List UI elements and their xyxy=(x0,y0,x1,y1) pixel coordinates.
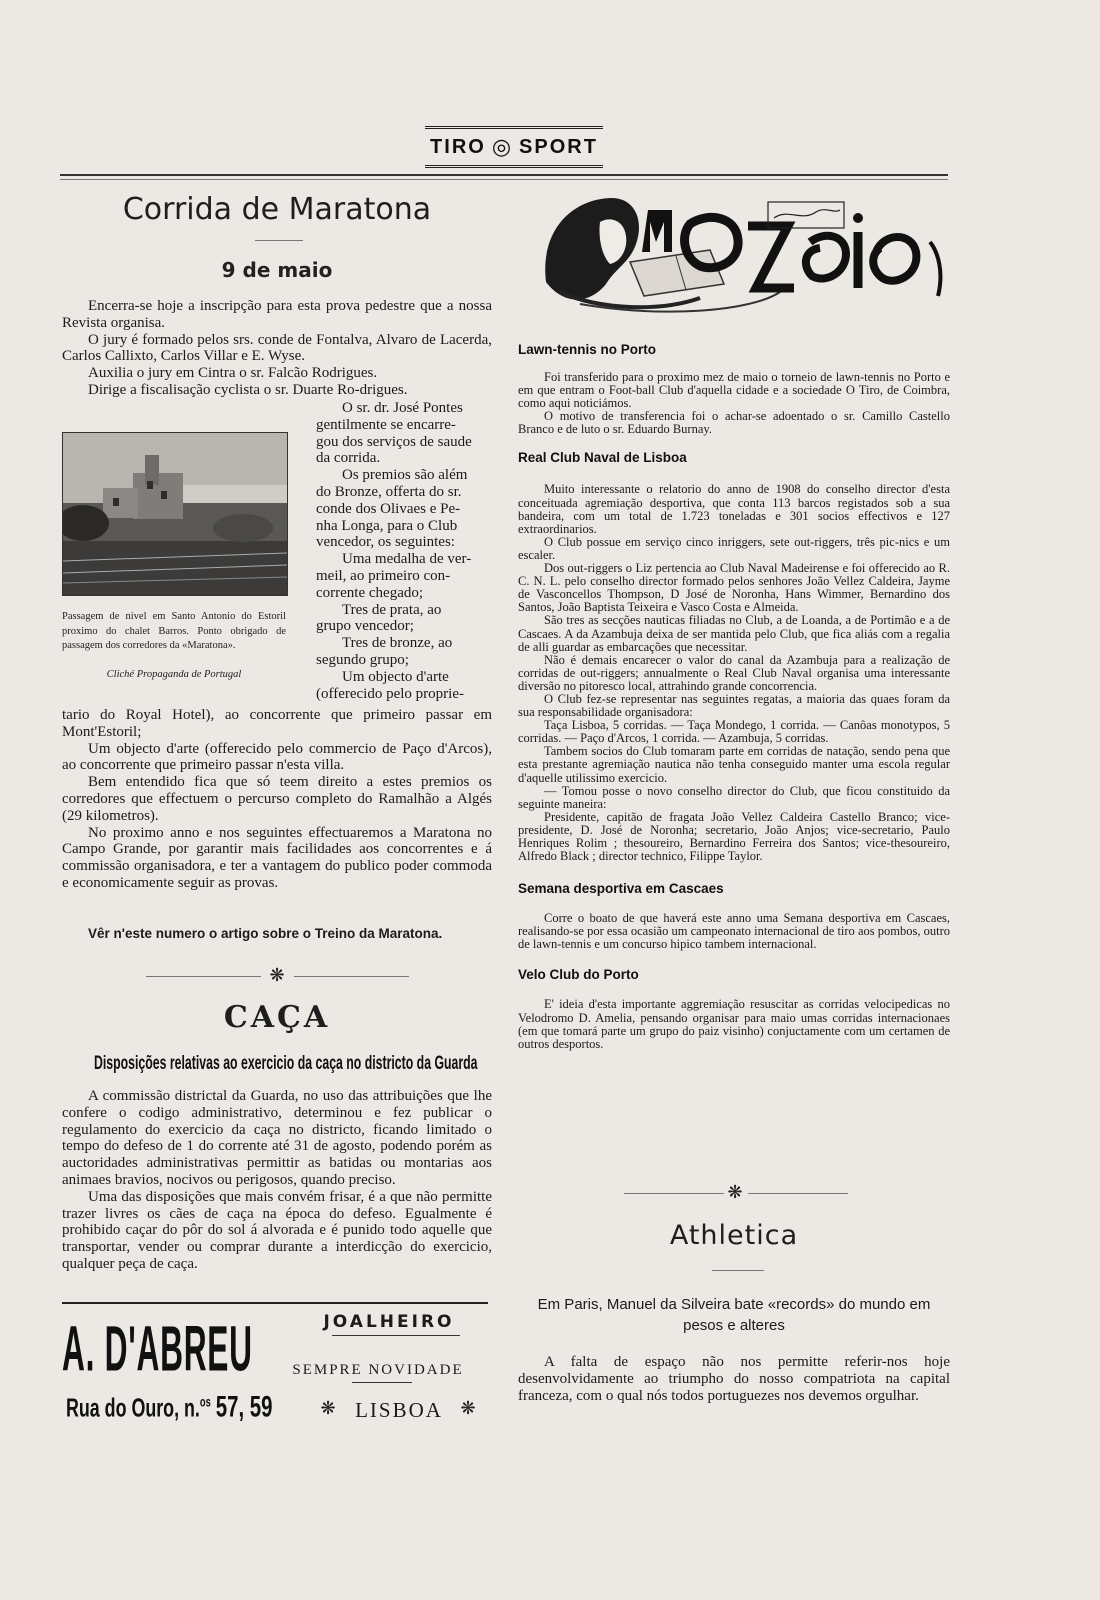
jeweller-advertisement xyxy=(62,1310,488,1430)
ad-address xyxy=(66,1390,306,1424)
wrap-line: Tres de bronze, ao xyxy=(342,635,453,652)
wrap-line: gentilmente se encarre- xyxy=(316,416,456,433)
divider-line xyxy=(146,976,261,977)
wrap-line: segundo grupo; xyxy=(316,651,409,668)
divider-line xyxy=(624,1193,724,1194)
caca-subtitle-box xyxy=(62,1052,492,1078)
paragraph: O Club possue em serviço cinco inriggers, sete out-riggers, três pic-nics e um escaler. xyxy=(518,534,950,562)
ad-address-numbers: 57, 59 xyxy=(215,1390,273,1424)
paragraph: tario do Royal Hotel), ao concorrente que primeiro passar em Mont'Estoril; xyxy=(62,707,492,740)
wrap-line: do Bronze, offerta do sr. xyxy=(316,483,462,500)
section-body xyxy=(518,483,950,863)
ad-address-sup: os xyxy=(199,1395,211,1410)
ad-name-box xyxy=(62,1314,262,1378)
mozaico-section xyxy=(518,342,950,1051)
photo-chalet-barros xyxy=(62,432,288,596)
paragraph: O jury é formado pelos srs. conde de Fontalva, Alvaro de Lacerda, Carlos Callixto, Carlos Villar e E. Wyse. xyxy=(62,331,492,365)
divider-line xyxy=(294,976,409,977)
top-rule xyxy=(60,174,948,176)
ad-top-rule xyxy=(62,1302,488,1304)
paragraph: A commissão districtal da Guarda, no uso das attribuições que lhe confere o codigo administrativo, determinou e fez publicar o regulamento do exercicio da caça no districto, ficando limitado o tempo do defeso de 1 do corrente até 31 de agosto, podendo porém as auctoridades administrativas permittir as batidas ou montarias aos animaes bravios, nocivos ou perigosos, quando preciso. xyxy=(62,1088,492,1188)
paragraph: Não é demais encarecer o valor do canal da Azambuja para a realização de corridas de out-riggers; annualmente o Real Club Naval organisa uma interessante diversão no pitoresco local, attrahindo grande concorrencia. xyxy=(518,652,950,693)
wrap-line: nha Longa, para o Club xyxy=(316,517,458,534)
wrap-line: Um objecto d'arte xyxy=(342,668,449,685)
section-body xyxy=(518,998,950,1050)
paragraph: Corre o boato de que haverá este anno uma Semana desportiva em Cascaes, realisando-se por essa ocasião um campeonato internacional de tiro aos pombos, outro de lawn-tennis e um concurso hipico tambem internacional. xyxy=(518,911,950,952)
paragraph: Encerra-se hoje a inscripção para esta prova pedestre que a nossa Revista organisa. xyxy=(62,298,492,331)
maratona-intro xyxy=(62,298,492,399)
section-title: Real Club Naval de Lisboa xyxy=(518,450,687,466)
asterisk-ornament-icon: ❋ xyxy=(269,965,285,985)
mozaico-header-art xyxy=(540,192,948,320)
top-rule-thin xyxy=(60,179,948,180)
photo-credit: Cliché Propaganda de Portugal xyxy=(106,669,242,680)
paragraph: O Club fez-se representar nas seguintes regatas, a maioria das quaes foram da sua responsabilidade organisadora: xyxy=(518,691,950,720)
mozaico-illustration xyxy=(540,192,948,320)
caca-body xyxy=(62,1088,492,1273)
ad-name: A. D'ABREU xyxy=(62,1314,253,1378)
paragraph: Muito interessante o relatorio do anno de 1908 do conselho director d'esta conceituada agremiação desportiva, que conta 113 barcos registados sob a sua bandeira, com um total de 1.723 toneladas e 301 socios effectivos e 127 extraordinarios. xyxy=(518,482,950,536)
wrap-line: Os premios são além xyxy=(342,467,468,484)
wrap-line: gou dos serviços de saude xyxy=(316,433,472,450)
paragraph: A falta de espaço não nos permitte referir-nos hoje desenvolvidamente ao triumpho do nosso compatriota na capital franceza, com o qual nós todos portuguezes nos devemos orgulhar. xyxy=(518,1354,950,1404)
paragraph: Dirige a fiscalisação cyclista o sr. Duarte Ro-drigues. xyxy=(88,381,408,398)
wrap-line: grupo vencedor; xyxy=(316,618,414,635)
paragraph: Bem entendido fica que só teem direito a estes premios os corredores que effectuem o percurso completo do Ramalhão a Algés (29 kilometros). xyxy=(62,774,492,824)
paragraph: No proximo anno e nos seguintes effectuaremos a Maratona no Campo Grande, por garantir mais facilidades aos concorrentes e á commissão organisadora, e ter a vantagem do publico poder commoda e economicamente seguir as provas. xyxy=(62,824,492,891)
paragraph: O motivo de transferencia foi o achar-se adoentado o sr. Camillo Castello Branco e de luto o sr. Eduardo Burnay. xyxy=(518,409,950,437)
ad-slogan: SEMPRE NOVIDADE xyxy=(292,1362,464,1378)
asterisk-ornament-icon: ❋ xyxy=(460,1398,476,1418)
paragraph: E' ideia d'esta importante aggremiação resuscitar as corridas velocipedicas no Velodromo D. Amelia, pensando organisar para maio umas corridas internacionaes (em que tomará parte um grupo do paiz visinho) conjuctamente com um certamen de outros desportos. xyxy=(518,997,950,1051)
athletica-subtitle: Em Paris, Manuel da Silveira bate «records» do mundo em pesos e alteres xyxy=(537,1296,931,1334)
ad-trade-rule xyxy=(332,1335,460,1336)
wrap-line: da corrida. xyxy=(316,450,381,467)
wrap-line: Tres de prata, ao xyxy=(342,601,442,618)
caca-subtitle: Disposições relativas ao exercicio da caça no districto da Guarda xyxy=(94,1052,478,1075)
masthead-logo xyxy=(425,126,603,168)
wrap-line: corrente chegado; xyxy=(316,584,424,601)
photo-caption: Passagem de nivel em Santo Antonio do Estoril proximo do chalet Barros. Ponto obrigado de passagem dos corredores da «Maratona». xyxy=(62,611,286,651)
article-date: 9 de maio xyxy=(221,258,333,282)
divider-line xyxy=(748,1193,848,1194)
section-body xyxy=(518,371,950,436)
section-title: Lawn-tennis no Porto xyxy=(518,342,656,357)
wrap-line: meil, ao primeiro con- xyxy=(316,567,451,584)
athletica-body xyxy=(518,1354,950,1404)
maratona-note: Vêr n'este numero o artigo sobre o Treino da Maratona. xyxy=(88,926,443,941)
section-title: Velo Club do Porto xyxy=(518,967,639,983)
photo-illustration xyxy=(63,433,287,595)
ad-slogan-rule xyxy=(352,1382,412,1383)
section-body xyxy=(518,912,950,951)
asterisk-ornament-icon: ❋ xyxy=(727,1182,743,1202)
ad-address-prefix: Rua do Ouro, n. xyxy=(66,1393,200,1423)
paragraph: Um objecto d'arte (offerecido pelo commercio de Paço d'Arcos), ao concorrente que primeiro passar n'esta villa. xyxy=(62,740,492,774)
wrap-line: conde dos Olivaes e Pe- xyxy=(316,500,461,517)
paragraph: Dos out-riggers o Liz pertencia ao Club Naval Madeirense e foi offerecido ao R. C. N. L. pelo conselho director formado pelos senhores João Vellez Caldeira, Jayme de Vasconcellos Thompson, D José de Noronha, Hans Wimmer, Bernardino dos Santos, João Baptista Teixeira e Vasco Costa e Almeida. xyxy=(518,561,950,615)
wrap-line: (offerecido pelo proprie- xyxy=(316,685,464,702)
athletica-title: Athletica xyxy=(669,1220,799,1251)
ad-address-street xyxy=(66,1390,272,1424)
maratona-wrap-text xyxy=(316,400,492,702)
paragraph: Tambem socios do Club tomaram parte em corridas de natação, sendo pena que esta prestante agremiação nautica não tenha conseguido manter uma escola regular d'aquelle utilissimo exercicio. xyxy=(518,744,950,785)
masthead-right: SPORT xyxy=(519,135,598,158)
asterisk-ornament-icon: ❋ xyxy=(320,1398,336,1418)
paragraph: Presidente, capitão de fragata João Vellez Caldeira Castello Branco; vice-presidente, D. José de Noronha; secretario, João Anjos; vice-secretario, Paulo Henriques Rolim ; thesoureiro, Bernardino Ferreira dos Santos; vice-thesoureiro, Alfredo Black ; director technico, Filippe Taylor. xyxy=(518,809,950,864)
paragraph: São tres as secções nauticas filiadas no Club, a de Loanda, a de Portimão e a de Cascaes. A da Azambuja deixa de ser mantida pelo Club, que fica aliás com a regalia de alli guardar as embarcações que necessitar. xyxy=(518,613,950,654)
wrap-line: vencedor, os seguintes: xyxy=(316,534,455,551)
ad-trade: JOALHEIRO xyxy=(323,1312,455,1332)
maratona-continued xyxy=(62,707,492,892)
article-title-maratona: Corrida de Maratona xyxy=(122,192,432,227)
caca-title: CAÇA xyxy=(223,1000,331,1035)
section-title: Semana desportiva em Cascaes xyxy=(518,881,724,897)
title-divider xyxy=(255,240,303,241)
masthead-left: TIRO xyxy=(430,135,486,158)
wrap-line: Uma medalha de ver- xyxy=(342,551,472,568)
paragraph: Uma das disposições que mais convém frisar, é a que não permitte trazer livres os cães de caça na época do defeso. Egualmente é prohibido caçar do pôr do sol á alvorada e é punido todo aquelle que transportar, vender ou comprar durante a interdicção do exercicio, qualquer peça de caça. xyxy=(62,1188,492,1272)
paragraph: — Tomou posse o novo conselho director do Club, que ficou constituido da seguinte maneira: xyxy=(518,783,950,811)
wrap-line: O sr. dr. José Pontes xyxy=(342,400,463,416)
target-icon: ◎ xyxy=(491,134,514,159)
paragraph: Taça Lisboa, 5 corridas. — Taça Mondego, 1 corrida. — Canôas monotypos, 5 corridas. — Paço d'Arcos, 1 corrida. — Azambuja, 5 corridas. xyxy=(518,718,950,746)
paragraph: Auxilia o jury em Cintra o sr. Falcão Rodrigues. xyxy=(88,365,378,382)
ad-city: LISBOA xyxy=(355,1398,443,1422)
paragraph: Foi transferido para o proximo mez de maio o torneio de lawn-tennis no Porto e em que entram o Foot-ball Club d'aquella cidade e a sociedade O Tiro, de Coimbra, como aqui noticiámos. xyxy=(518,370,950,411)
title-divider xyxy=(712,1270,764,1271)
